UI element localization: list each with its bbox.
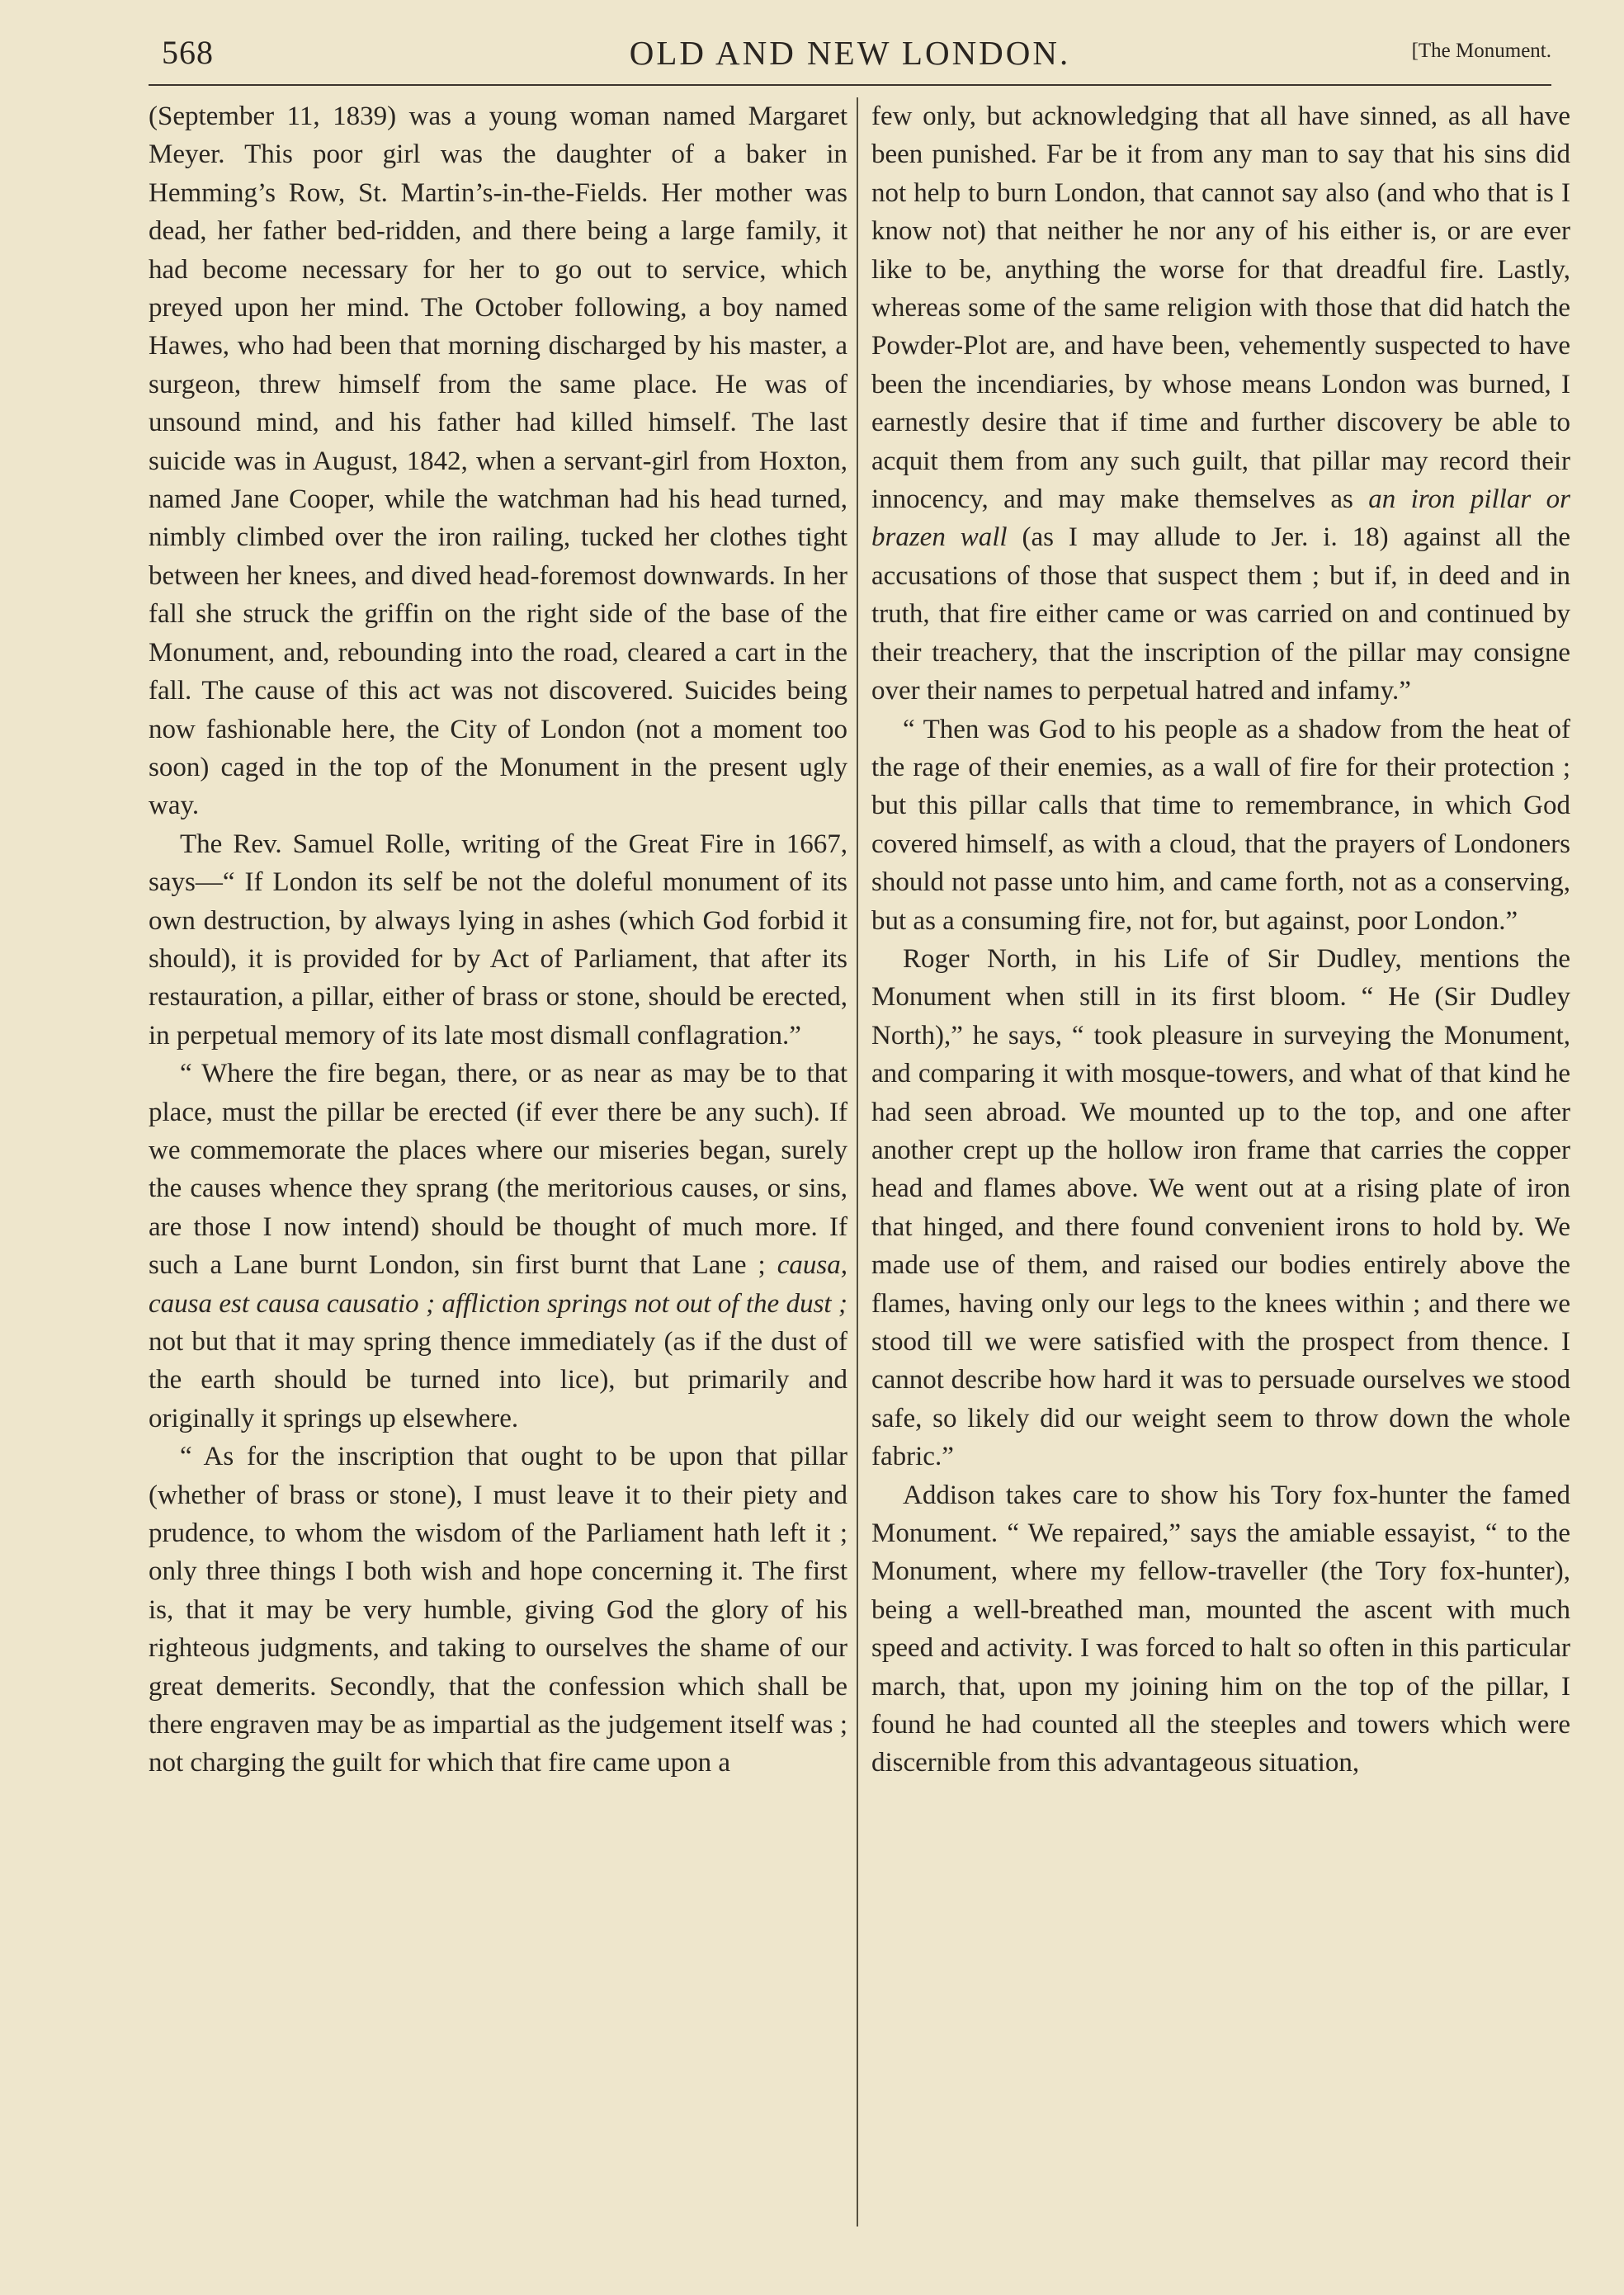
paragraph	[871, 711, 1570, 940]
text-run: Addison takes care to show his Tory fox-hunter the famed Monument. “ We repaired,” says the amiable essayist, “ to the Monument, where my fellow-traveller (the Tory fox-hunter), being a well-breathed man, mounted the ascent with much speed and activity. I was forced to halt so often in this particular march, that, upon my joining him on the top of the pillar, I found he had counted all the steeples and towers which were discernible from this advantageous situation,	[871, 1480, 1570, 1778]
text-run: “ Where the fire began, there, or as near as may be to that place, must the pillar be erected (if ever there be any such). If we commemorate the places where our miseries began, surely the causes whence they sprang (the meritorious causes, or sins, are those I now intend) should be thought of much more. If such a Lane burnt London, sin first burnt that Lane ;	[149, 1059, 847, 1281]
text-run: not but that it may spring thence immediately (as if the dust of the earth should be turned into lice), but primarily and originally it springs up elsewhere.	[149, 1327, 847, 1433]
paragraph	[149, 1055, 847, 1438]
text-run: Roger North, in his Life of Sir Dudley, mentions the Monument when still in its first bloom. “ He (Sir Dudley North),” he says, “ took pleasure in surveying the Monument, and comparing it with mosque-towers, and what of that kind he had seen abroad. We mounted up to the top, and one after another crept up the hollow iron frame that carries the copper head and flames above. We went out at a rising plate of iron that hinged, and there found convenient irons to hold by. We made use of them, and raised our bodies entirely above the flames, having only our legs to the knees within ; and there we stood till we were satisfied with the prospect from thence. I cannot describe how hard it was to persuade ourselves we stood safe, so likely did our weight seem to throw down the whole fabric.”	[871, 943, 1570, 1472]
paragraph	[149, 1438, 847, 1783]
paragraph	[871, 1476, 1570, 1783]
text-run: “ As for the inscription that ought to be upon that pillar (whether of brass or stone), I must leave it to their piety and prudence, to whom the wisdom of the Parliament hath left it ; only three things I both wish and hope concerning it. The first is, that it may be very humble, giving God the glory of his righteous judgments, and taking to ourselves the shame of our great demerits. Secondly, that the confession which shall be there engraven may be as impartial as the judgement itself was ; not charging the guilt for which that fire came upon a	[149, 1442, 847, 1778]
page-number: 568	[162, 34, 214, 71]
section-label: [The Monument.	[1411, 40, 1551, 62]
header-rule	[149, 84, 1551, 86]
italic-text: causa, causa est causa causatio ; affliction springs not out of the dust ;	[149, 1250, 847, 1319]
paragraph	[149, 825, 847, 1055]
text-run: The Rev. Samuel Rolle, writing of the Great Fire in 1667, says—“ If London its self be not the doleful monument of its own destruction, by always lying in ashes (which God forbid it should), it is provided for by Act of Parliament, that after its restauration, a pillar, either of brass or stone, should be erected, in perpetual memory of its late most dismall conflagration.”	[149, 829, 847, 1051]
text-run: (as I may allude to Jer. i. 18) against all the accusations of those that suspect them ; but if, in deed and in truth, that fire either came or was carried on and continued by their treachery, that the inscription of the pillar may consigne over their names to perpetual hatred and infamy.”	[871, 522, 1570, 706]
paragraph	[871, 940, 1570, 1476]
column-rule	[857, 97, 858, 2227]
running-title: OLD AND NEW LONDON.	[629, 34, 1071, 72]
text-run: “ Then was God to his people as a shadow from the heat of the rage of their enemies, as a wall of fire for their protection ; but this pillar calls that time to remembrance, in which God covered himself, as with a cloud, that the prayers of Londoners should not passe unto him, and came forth, not as a conserving, but as a consuming fire, not for, but against, poor London.”	[871, 714, 1570, 936]
left-column	[149, 97, 847, 2218]
paragraph	[149, 97, 847, 825]
text-run: few only, but acknowledging that all have sinned, as all have been punished. Far be it from any man to say that his sins did not help to burn London, that cannot say also (and who that is I know not) that neither he nor any of his either is, or are ever like to be, anything the worse for that dreadful fire. Lastly, whereas some of the same religion with those that did hatch the Powder-Plot are, and have been, vehemently suspected to have been the incendiaries, by whose means London was burned, I earnestly desire that if time and further discovery be able to acquit them from any such guilt, that pillar may record their innocency, and may make themselves as	[871, 102, 1570, 515]
page-header	[149, 18, 1551, 84]
italic-text: an iron pillar or brazen wall	[871, 484, 1570, 553]
paragraph	[871, 97, 1570, 711]
text-run: (September 11, 1839) was a young woman named Margaret Meyer. This poor girl was the daughter of a baker in Hemming’s Row, St. Martin’s-in-the-Fields. Her mother was dead, her father bed-ridden, and there being a large family, it had become necessary for her to go out to service, which preyed upon her mind. The October following, a boy named Hawes, who had been that morning discharged by his master, a surgeon, threw himself from the same place. He was of unsound mind, and his father had killed himself. The last suicide was in August, 1842, when a servant-girl from Hoxton, named Jane Cooper, while the watchman had his head turned, nimbly climbed over the iron railing, tucked her clothes tight between her knees, and dived head-foremost downwards. In her fall she struck the griffin on the right side of the base of the Monument, and, rebounding into the road, cleared a cart in the fall. The cause of this act was not discovered. Suicides being now fashionable here, the City of London (not a moment too soon) caged in the top of the Monument in the present ugly way.	[149, 102, 847, 821]
right-column	[871, 97, 1570, 2218]
